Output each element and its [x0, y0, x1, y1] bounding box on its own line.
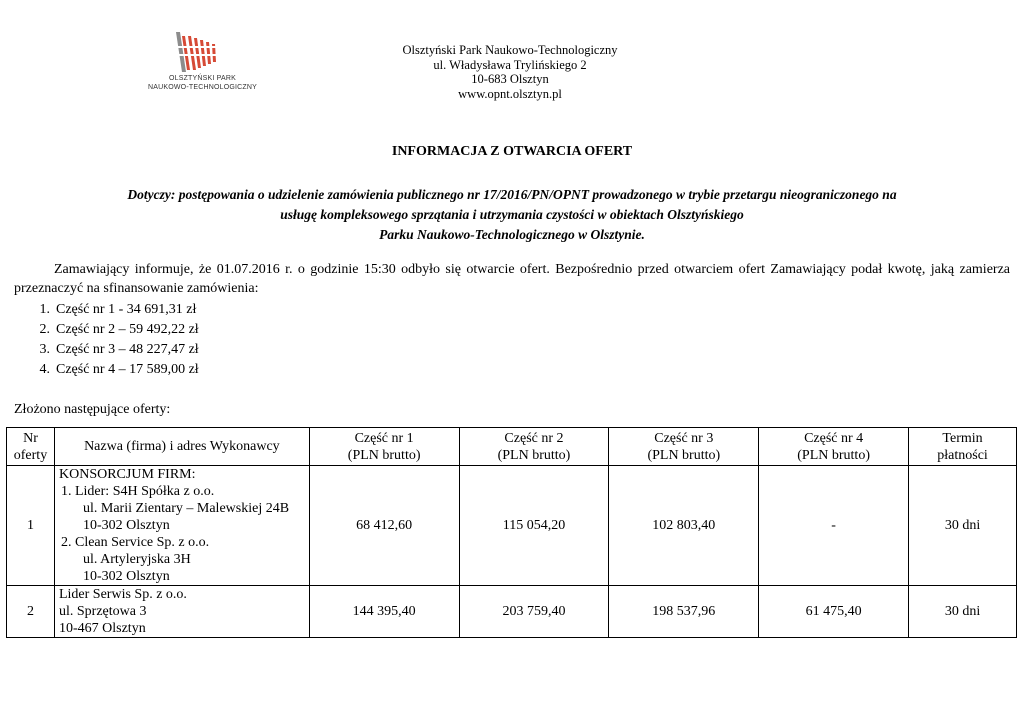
opnt-logo-mark-icon [174, 32, 232, 72]
header-text: oferty [13, 447, 48, 463]
subject-line-3: Parku Naukowo-Technologicznego w Olsztynie. [379, 227, 645, 242]
header-part-3 [609, 428, 759, 466]
list-text: Część nr 4 – 17 589,00 zł [56, 362, 199, 377]
header-contractor: Nazwa (firma) i adres Wykonawcy [54, 428, 309, 466]
offers-label: Złożono następujące oferty: [14, 402, 171, 417]
opnt-logo [140, 32, 265, 94]
header-text: Termin [942, 430, 983, 446]
header-text: (PLN brutto) [497, 447, 571, 463]
header-text: Część nr 4 [804, 430, 864, 446]
list-item [14, 360, 199, 380]
org-street: ul. Władysława Trylińskiego 2 [433, 57, 587, 72]
contractor-line: 10-302 Olsztyn [82, 569, 170, 584]
list-number: 1. [39, 302, 50, 317]
list-item [14, 320, 199, 340]
cell-offer-number: 1 [7, 466, 55, 586]
table-row [7, 586, 1017, 638]
cell-contractor [54, 586, 309, 638]
list-text: Część nr 1 - 34 691,31 zł [56, 302, 197, 317]
list-text: Część nr 2 – 59 492,22 zł [56, 322, 199, 337]
header-offer-number [7, 428, 55, 466]
budget-parts-list [14, 300, 199, 380]
header-text: Część nr 3 [654, 430, 714, 446]
list-text: Część nr 3 – 48 227,47 zł [56, 342, 199, 357]
contractor-line: KONSORCJUM FIRM: [58, 467, 196, 482]
header-text: Część nr 2 [504, 430, 564, 446]
contractor-line: ul. Marii Zientary – Malewskiej 24B [82, 501, 290, 516]
org-city: 10-683 Olsztyn [471, 72, 549, 86]
org-name: Olsztyński Park Naukowo-Technologiczny [402, 43, 618, 57]
logo-line-2: NAUKOWO-TECHNOLOGICZNY [147, 84, 257, 91]
contractor-line: 10-302 Olsztyn [82, 518, 170, 533]
list-item [14, 340, 199, 360]
header-text: (PLN brutto) [347, 447, 421, 463]
header-text: (PLN brutto) [647, 447, 721, 463]
subject [60, 185, 964, 245]
header-text: Część nr 1 [354, 430, 414, 446]
cell-contractor [54, 466, 309, 586]
cell-part-3: 102 803,40 [609, 466, 759, 586]
header-part-1 [309, 428, 459, 466]
contractor-line: 10-467 Olsztyn [58, 621, 146, 636]
subject-line-2: usługę kompleksowego sprzątania i utrzymania czystości w obiektach Olsztyńskiego [280, 207, 744, 222]
list-number: 2. [39, 322, 50, 337]
header-part-2 [459, 428, 609, 466]
contractor-line: ul. Artyleryjska 3H [82, 552, 191, 567]
cell-payment-term: 30 dni [909, 466, 1017, 586]
contractor-line: 1. Lider: S4H Spółka z o.o. [60, 484, 215, 499]
contractor-line: 2. Clean Service Sp. z o.o. [60, 535, 210, 550]
logo-line-1: OLSZTYŃSKI PARK [168, 75, 237, 82]
table-header-row [7, 428, 1017, 466]
subject-line-1: Dotyczy: postępowania o udzielenie zamówienia publicznego nr 17/2016/PN/OPNT prowadzonego w trybie przetargu nieograniczonego na [127, 187, 897, 202]
header-text: Nr [23, 430, 38, 446]
intro-paragraph: Zamawiający informuje, że 01.07.2016 r. o godzinie 15:30 odbyło się otwarcie ofert. Bezpośrednio przed otwarciem ofert Zamawiający podał kwotę, jaką zamierza przeznaczyć na sfinansowanie zamówienia: [14, 262, 1010, 296]
organization-header [330, 43, 690, 101]
cell-payment-term: 30 dni [909, 586, 1017, 638]
list-number: 4. [39, 362, 50, 377]
cell-part-4: 61 475,40 [759, 586, 909, 638]
cell-offer-number: 2 [7, 586, 55, 638]
contractor-line: ul. Sprzętowa 3 [58, 604, 147, 619]
offers-table [6, 427, 1017, 638]
header-part-4 [759, 428, 909, 466]
cell-part-3: 198 537,96 [609, 586, 759, 638]
table-row [7, 466, 1017, 586]
document-title: INFORMACJA Z OTWARCIA OFERT [391, 144, 633, 159]
cell-part-1: 144 395,40 [309, 586, 459, 638]
header-payment-term [909, 428, 1017, 466]
org-website: www.opnt.olsztyn.pl [458, 86, 562, 101]
cell-part-4: - [759, 466, 909, 586]
list-number: 3. [39, 342, 50, 357]
list-item [14, 300, 199, 320]
header-text: (PLN brutto) [797, 447, 870, 463]
contractor-line: Lider Serwis Sp. z o.o. [58, 587, 187, 602]
cell-part-2: 203 759,40 [459, 586, 609, 638]
cell-part-2: 115 054,20 [459, 466, 609, 586]
header-text: płatności [937, 447, 988, 463]
cell-part-1: 68 412,60 [309, 466, 459, 586]
